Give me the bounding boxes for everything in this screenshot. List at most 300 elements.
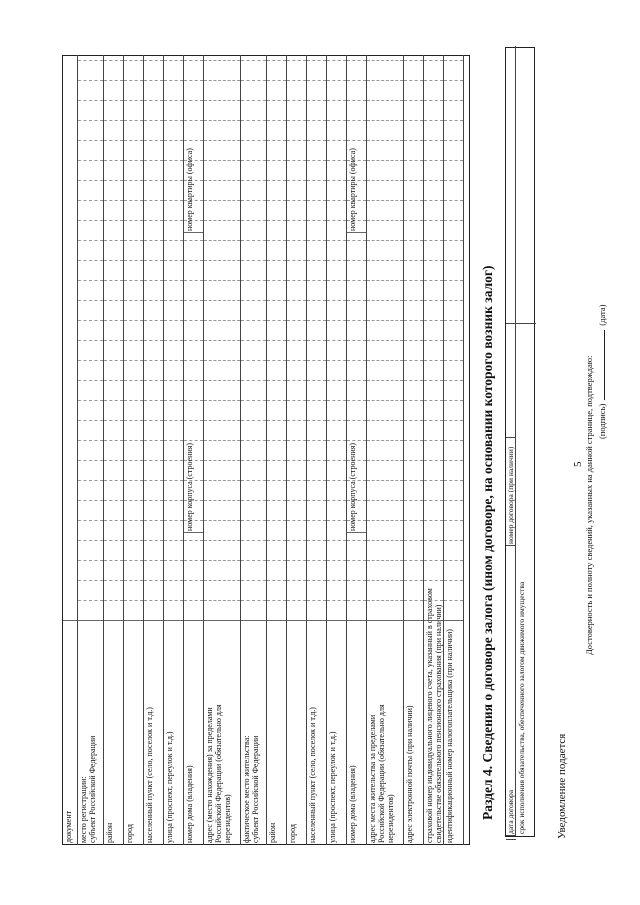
value-cell-divider (327, 180, 346, 181)
value-cell-divider (444, 460, 463, 461)
value-cell-divider (241, 160, 266, 161)
row-label: номер дома (владения) (185, 765, 194, 843)
value-cell-divider (144, 480, 163, 481)
value-cell-divider (267, 220, 286, 221)
value-cell-divider (327, 560, 346, 561)
table-row (424, 55, 444, 845)
row-label: адрес места жительства за пределами Российской Федерации (обязательно для нерезидентов) (368, 704, 395, 843)
value-cell-divider (367, 80, 403, 81)
value-cell-divider (444, 580, 463, 581)
value-cell-divider (287, 580, 306, 581)
value-cell-divider (267, 380, 286, 381)
value-cell-divider (241, 180, 266, 181)
value-cell-divider (78, 540, 103, 541)
value-cell-divider (267, 560, 286, 561)
value-cell-divider (78, 120, 103, 121)
value-cell-divider (104, 340, 123, 341)
value-cell-divider (124, 60, 143, 61)
value-cell-divider (204, 200, 240, 201)
value-cell-divider (164, 400, 183, 401)
value-cell-divider (144, 440, 163, 441)
value-cell-divider (124, 80, 143, 81)
value-cell-divider (404, 300, 423, 301)
value-cell-divider (144, 100, 163, 101)
value-cell-divider (124, 360, 143, 361)
value-cell-divider (307, 520, 326, 521)
value-cell-divider (104, 560, 123, 561)
value-cell-divider (104, 320, 123, 321)
value-cell-divider (424, 420, 443, 421)
value-cell-divider (444, 260, 463, 261)
value-cell-divider (444, 540, 463, 541)
value-cell-divider (287, 380, 306, 381)
value-cell-divider (327, 80, 346, 81)
value-cell-divider (444, 380, 463, 381)
value-cell-divider (347, 280, 366, 281)
value-cell-divider (287, 480, 306, 481)
value-cell-divider (144, 80, 163, 81)
value-cell-divider (164, 600, 183, 601)
value-cell-divider (404, 240, 423, 241)
value-cell-divider (444, 520, 463, 521)
value-cell-divider (404, 360, 423, 361)
value-cell-divider (124, 100, 143, 101)
value-cell-divider (184, 340, 203, 341)
value-cell-divider (367, 140, 403, 141)
value-cell-divider (287, 400, 306, 401)
value-cell-divider (267, 460, 286, 461)
value-cell-divider (184, 100, 203, 101)
table-row (347, 55, 367, 845)
value-cell-divider (347, 340, 366, 341)
value-cell-divider (367, 500, 403, 501)
row-label: страховой номер индивидуального лицевого счета, указанный в страховом свидетельстве обязательного пенсионного страхования (при наличии) (425, 588, 443, 843)
value-cell-divider (367, 600, 403, 601)
cell-divider (347, 532, 366, 533)
value-cell-divider (424, 100, 443, 101)
value-cell-divider (204, 140, 240, 141)
value-cell-divider (104, 540, 123, 541)
value-cell-divider (287, 340, 306, 341)
value-cell-divider (327, 440, 346, 441)
row-label: населенный пункт (село, поселок и т.д.) (308, 707, 317, 843)
value-cell-divider (104, 260, 123, 261)
value-cell-divider (424, 480, 443, 481)
value-cell-divider (267, 540, 286, 541)
value-cell-divider (164, 520, 183, 521)
value-cell-divider (444, 280, 463, 281)
value-cell-divider (307, 240, 326, 241)
value-cell-divider (144, 240, 163, 241)
value-cell-divider (144, 360, 163, 361)
value-cell-divider (444, 420, 463, 421)
apartment-label: номер квартиры (офиса) (348, 148, 357, 231)
value-cell-divider (204, 60, 240, 61)
value-cell-divider (424, 600, 443, 601)
value-cell-divider (78, 560, 103, 561)
value-cell-divider (164, 460, 183, 461)
value-cell-divider (124, 520, 143, 521)
value-cell-divider (144, 200, 163, 201)
value-cell-divider (444, 80, 463, 81)
value-cell-divider (184, 300, 203, 301)
value-cell-divider (287, 360, 306, 361)
value-cell-divider (424, 140, 443, 141)
value-cell-divider (164, 280, 183, 281)
label-column-divider (287, 620, 306, 621)
row-label: улица (проспект, переулок и т.д.) (165, 731, 174, 843)
value-cell-divider (144, 460, 163, 461)
value-cell-divider (307, 500, 326, 501)
value-cell-divider (204, 540, 240, 541)
value-cell-divider (204, 320, 240, 321)
value-cell-divider (404, 120, 423, 121)
value-cell-divider (287, 200, 306, 201)
value-cell-divider (424, 540, 443, 541)
value-cell-divider (367, 280, 403, 281)
value-cell-divider (241, 340, 266, 341)
value-cell-divider (184, 280, 203, 281)
value-cell-divider (347, 560, 366, 561)
building-label: номер корпуса (строения) (348, 442, 357, 531)
value-cell-divider (104, 80, 123, 81)
contract-number-label: номер договора (при наличии) (506, 446, 515, 544)
value-cell-divider (104, 380, 123, 381)
value-cell-divider (424, 260, 443, 261)
value-cell-divider (78, 280, 103, 281)
value-cell-divider (367, 560, 403, 561)
table-row (327, 55, 347, 845)
row-label: улица (проспект, переулок и т.д.) (328, 731, 337, 843)
value-cell-divider (144, 420, 163, 421)
value-cell-divider (287, 300, 306, 301)
value-cell-divider (104, 600, 123, 601)
value-cell-divider (267, 520, 286, 521)
value-cell-divider (404, 220, 423, 221)
table-row (204, 55, 241, 845)
label-column-divider (347, 620, 366, 621)
value-cell-divider (104, 120, 123, 121)
value-cell-divider (444, 500, 463, 501)
value-cell-divider (287, 180, 306, 181)
value-cell-divider (204, 400, 240, 401)
value-cell-divider (287, 500, 306, 501)
value-cell-divider (144, 180, 163, 181)
cell-divider (347, 232, 366, 233)
value-cell-divider (204, 440, 240, 441)
value-cell-divider (241, 440, 266, 441)
value-cell-divider (444, 340, 463, 341)
value-cell-divider (327, 60, 346, 61)
value-cell-divider (404, 600, 423, 601)
value-cell-divider (367, 360, 403, 361)
value-cell-divider (307, 440, 326, 441)
value-cell-divider (204, 460, 240, 461)
value-cell-divider (307, 340, 326, 341)
value-cell-divider (424, 120, 443, 121)
value-cell-divider (124, 540, 143, 541)
value-cell-divider (204, 80, 240, 81)
value-cell-divider (267, 300, 286, 301)
label-column-divider (424, 620, 443, 621)
date-label: (дата) (597, 304, 607, 326)
table-row (184, 55, 204, 845)
value-cell-divider (307, 380, 326, 381)
table-row (144, 55, 164, 845)
value-cell-divider (241, 100, 266, 101)
value-cell-divider (267, 200, 286, 201)
value-cell-divider (307, 100, 326, 101)
value-cell-divider (287, 420, 306, 421)
value-cell-divider (124, 320, 143, 321)
value-cell-divider (78, 200, 103, 201)
value-cell-divider (287, 220, 306, 221)
value-cell-divider (241, 300, 266, 301)
value-cell-divider (104, 280, 123, 281)
value-cell-divider (287, 80, 306, 81)
value-cell-divider (444, 160, 463, 161)
value-cell-divider (78, 460, 103, 461)
value-cell-divider (104, 180, 123, 181)
value-cell-divider (124, 120, 143, 121)
value-cell-divider (367, 60, 403, 61)
value-cell-divider (241, 540, 266, 541)
label-column-divider (327, 620, 346, 621)
value-cell-divider (104, 480, 123, 481)
confirmation-text: Достоверность и полноту сведений, указанных на данной странице, подтверждаю: (584, 355, 594, 655)
value-cell-divider (424, 460, 443, 461)
value-cell-divider (347, 600, 366, 601)
value-cell-divider (347, 140, 366, 141)
value-cell-divider (327, 380, 346, 381)
value-cell-divider (444, 220, 463, 221)
value-cell-divider (144, 400, 163, 401)
value-cell-divider (124, 200, 143, 201)
value-cell-divider (267, 500, 286, 501)
value-cell-divider (124, 300, 143, 301)
table-row (307, 55, 327, 845)
value-cell-divider (144, 120, 163, 121)
value-cell-divider (124, 480, 143, 481)
value-cell-divider (444, 400, 463, 401)
value-cell-divider (287, 440, 306, 441)
value-cell-divider (367, 580, 403, 581)
value-cell-divider (424, 520, 443, 521)
value-cell-divider (367, 520, 403, 521)
label-column-divider (124, 620, 143, 621)
value-cell-divider (78, 600, 103, 601)
value-cell-divider (241, 600, 266, 601)
value-cell-divider (367, 300, 403, 301)
table-row (78, 55, 104, 845)
value-cell-divider (287, 60, 306, 61)
label-column-divider (104, 620, 123, 621)
value-cell-divider (241, 580, 266, 581)
value-cell-divider (241, 460, 266, 461)
value-cell-divider (327, 100, 346, 101)
value-cell-divider (424, 240, 443, 241)
value-cell-divider (124, 160, 143, 161)
value-cell-divider (287, 540, 306, 541)
row-label: адрес (место нахождения) за пределами Российской Федерации (обязательно для нерезидентов) (205, 704, 232, 843)
value-cell-divider (78, 320, 103, 321)
label-column-divider (144, 620, 163, 621)
value-cell-divider (204, 240, 240, 241)
value-cell-divider (404, 180, 423, 181)
value-cell-divider (367, 180, 403, 181)
table-row (267, 55, 287, 845)
value-cell-divider (78, 340, 103, 341)
value-cell-divider (404, 200, 423, 201)
value-cell-divider (184, 60, 203, 61)
table-row (287, 55, 307, 845)
value-cell-divider (164, 580, 183, 581)
value-cell-divider (184, 580, 203, 581)
value-cell-divider (347, 60, 366, 61)
value-cell-divider (347, 260, 366, 261)
value-cell-divider (267, 80, 286, 81)
value-cell-divider (204, 280, 240, 281)
value-cell-divider (307, 560, 326, 561)
value-cell-divider (104, 580, 123, 581)
value-cell-divider (404, 580, 423, 581)
value-cell-divider (404, 260, 423, 261)
term-label: срок исполнения обязательства, обеспеченного залогом движимого имущества (517, 581, 526, 834)
value-cell-divider (424, 320, 443, 321)
row-label: город (288, 824, 297, 843)
value-cell-divider (404, 440, 423, 441)
value-cell-divider (444, 600, 463, 601)
value-cell-divider (124, 460, 143, 461)
value-cell-divider (164, 220, 183, 221)
value-cell-divider (267, 60, 286, 61)
label-column-divider (184, 620, 203, 621)
value-cell-divider (204, 100, 240, 101)
value-cell-divider (347, 540, 366, 541)
value-cell-divider (184, 540, 203, 541)
value-cell-divider (327, 200, 346, 201)
value-cell-divider (204, 600, 240, 601)
value-cell-divider (144, 140, 163, 141)
value-cell-divider (307, 300, 326, 301)
value-cell-divider (327, 220, 346, 221)
value-cell-divider (267, 400, 286, 401)
value-cell-divider (307, 320, 326, 321)
value-cell-divider (267, 180, 286, 181)
value-cell-divider (164, 500, 183, 501)
value-cell-divider (204, 500, 240, 501)
value-cell-divider (307, 420, 326, 421)
value-cell-divider (241, 260, 266, 261)
value-cell-divider (404, 480, 423, 481)
value-cell-divider (327, 360, 346, 361)
value-cell-divider (144, 340, 163, 341)
value-cell-divider (144, 300, 163, 301)
value-cell-divider (327, 420, 346, 421)
value-cell-divider (144, 500, 163, 501)
value-cell-divider (78, 580, 103, 581)
value-cell-divider (307, 140, 326, 141)
label-column-divider (204, 620, 240, 621)
label-column-divider (267, 620, 286, 621)
value-cell-divider (327, 120, 346, 121)
table-row (63, 55, 78, 845)
value-cell-divider (78, 240, 103, 241)
value-cell-divider (204, 260, 240, 261)
value-cell-divider (307, 120, 326, 121)
row-label: идентификационный номер налогоплательщика (при наличии) (445, 629, 454, 843)
value-cell-divider (104, 200, 123, 201)
table-row (444, 55, 464, 845)
value-cell-divider (347, 360, 366, 361)
value-cell-divider (267, 100, 286, 101)
value-cell-divider (347, 120, 366, 121)
value-cell-divider (307, 180, 326, 181)
value-cell-divider (347, 380, 366, 381)
value-cell-divider (404, 540, 423, 541)
value-cell-divider (367, 320, 403, 321)
value-cell-divider (78, 520, 103, 521)
value-cell-divider (327, 140, 346, 141)
value-cell-divider (267, 320, 286, 321)
value-cell-divider (184, 140, 203, 141)
table-row (404, 55, 424, 845)
value-cell-divider (184, 600, 203, 601)
value-cell-divider (184, 440, 203, 441)
value-cell-divider (164, 180, 183, 181)
value-cell-divider (104, 440, 123, 441)
value-cell-divider (267, 340, 286, 341)
value-cell-divider (424, 220, 443, 221)
value-cell-divider (444, 240, 463, 241)
value-cell-divider (404, 560, 423, 561)
value-cell-divider (241, 400, 266, 401)
value-cell-divider (287, 160, 306, 161)
value-cell-divider (424, 360, 443, 361)
value-cell-divider (307, 60, 326, 61)
value-cell-divider (267, 240, 286, 241)
section-4-table (505, 47, 535, 837)
value-cell-divider (184, 560, 203, 561)
value-cell-divider (287, 100, 306, 101)
value-cell-divider (307, 400, 326, 401)
value-cell-divider (204, 420, 240, 421)
value-cell-divider (124, 340, 143, 341)
value-cell-divider (144, 520, 163, 521)
value-cell-divider (78, 60, 103, 61)
value-cell-divider (367, 380, 403, 381)
contract-date-label: дата договора (506, 789, 515, 834)
value-cell-divider (404, 140, 423, 141)
value-cell-divider (404, 340, 423, 341)
value-cell-divider (287, 320, 306, 321)
value-cell-divider (424, 300, 443, 301)
signature-label: (подпись) (597, 403, 607, 439)
value-cell-divider (144, 540, 163, 541)
value-cell-divider (444, 120, 463, 121)
cell-divider (184, 532, 203, 533)
value-cell-divider (124, 500, 143, 501)
value-cell-divider (404, 460, 423, 461)
value-cell-divider (444, 560, 463, 561)
building-label: номер корпуса (строения) (185, 442, 194, 531)
value-cell-divider (327, 460, 346, 461)
value-cell-divider (367, 440, 403, 441)
value-cell-divider (327, 320, 346, 321)
cell-divider (506, 545, 516, 546)
value-cell-divider (424, 560, 443, 561)
value-cell-divider (204, 360, 240, 361)
